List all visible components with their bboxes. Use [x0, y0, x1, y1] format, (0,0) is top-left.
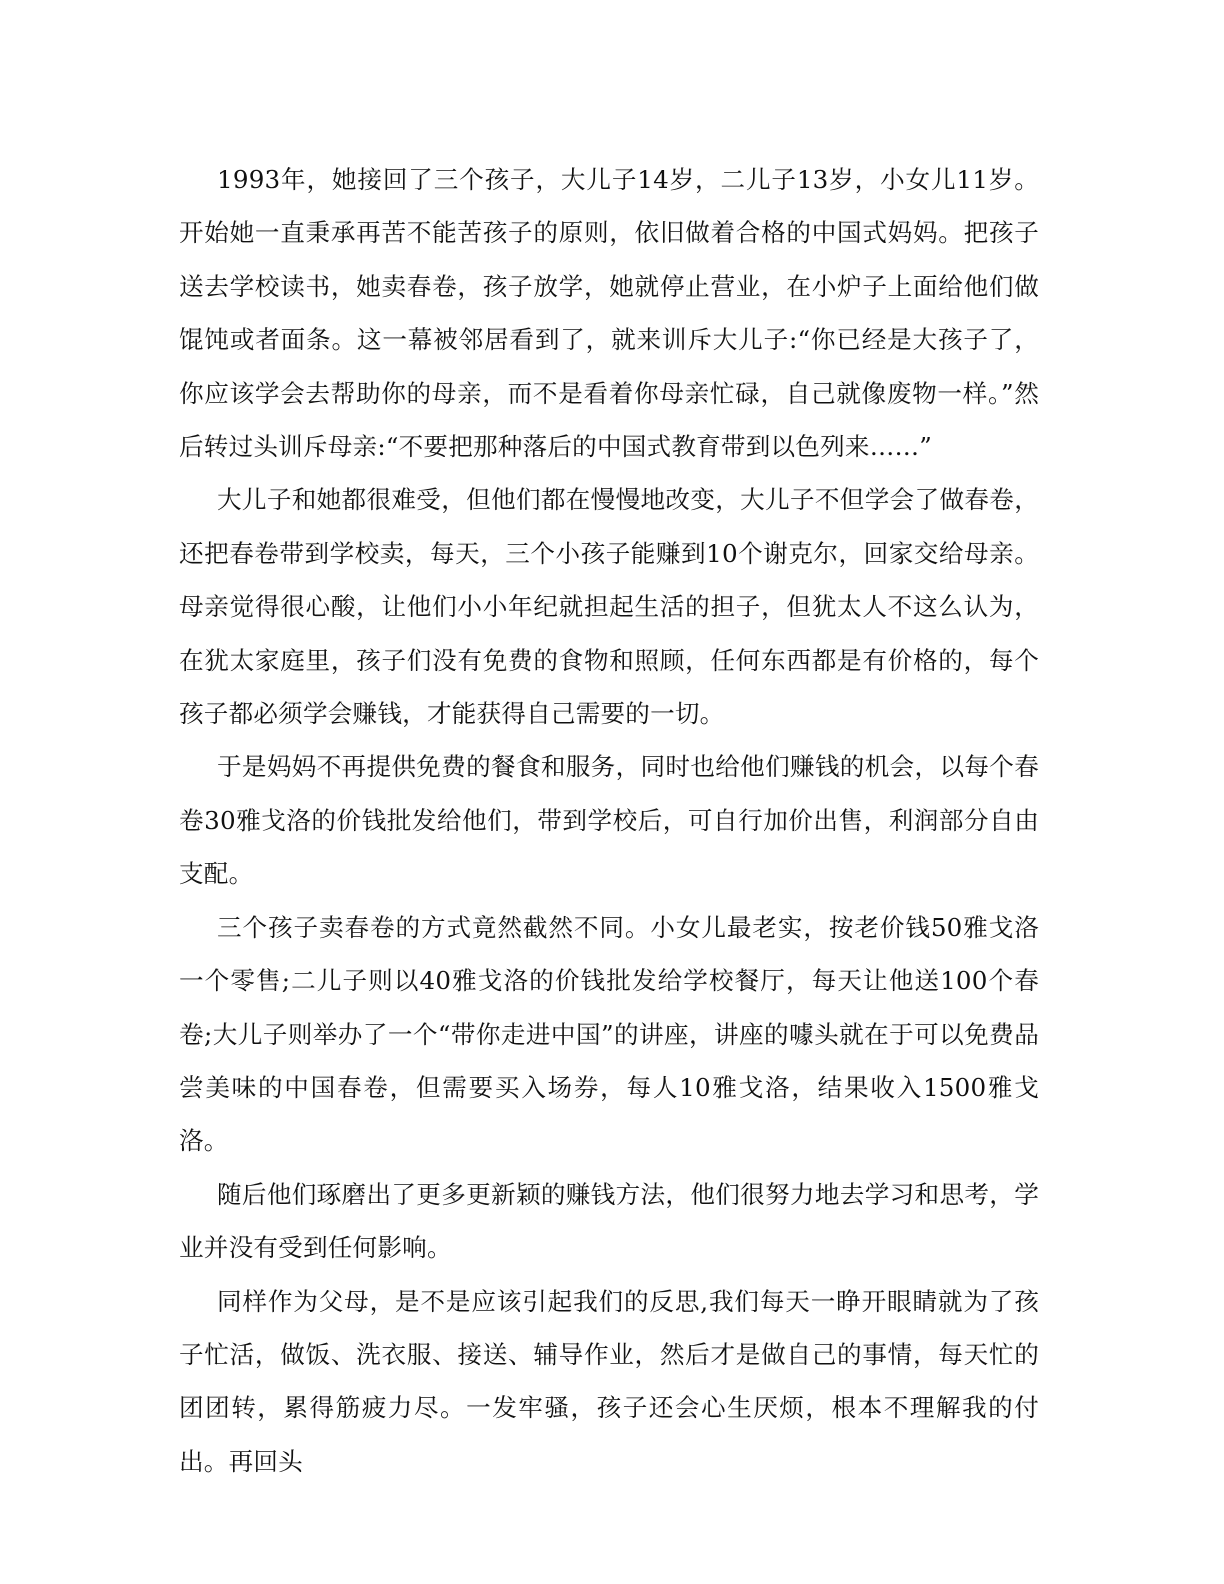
paragraph-1: 1993年，她接回了三个孩子，大儿子14岁，二儿子13岁，小女儿11岁。开始她一直秉承再苦不能苦孩子的原则，依旧做着合格的中国式妈妈。把孩子送去学校读书，她卖春卷，孩子放学，她就停止营业，在小炉子上面给他们做馄饨或者面条。这一幕被邻居看到了，就来训斥大儿子:“你已经是大孩子了，你应该学会去帮助你的母亲，而不是看着你母亲忙碌，自己就像废物一样。”然后转过头训斥母亲:“不要把那种落后的中国式教育带到以色列来……”: [179, 165, 1039, 462]
paragraph-3: 于是妈妈不再提供免费的餐食和服务，同时也给他们赚钱的机会，以每个春卷30雅戈洛的价钱批发给他们，带到学校后，可自行加价出售，利润部分自由支配。: [179, 752, 1039, 889]
paragraph-5: 随后他们琢磨出了更多更新颖的赚钱方法，他们很努力地去学习和思考，学业并没有受到任何影响。: [179, 1179, 1039, 1263]
paragraph-4: 三个孩子卖春卷的方式竟然截然不同。小女儿最老实，按老价钱50雅戈洛一个零售;二儿子则以40雅戈洛的价钱批发给学校餐厅，每天让他送100个春卷;大儿子则举办了一个“带你走进中国”的讲座，讲座的噱头就在于可以免费品尝美味的中国春卷，但需要买入场券，每人10雅戈洛，结果收入1500雅戈洛。: [179, 912, 1039, 1156]
paragraph-6: 同样作为父母，是不是应该引起我们的反思,我们每天一睁开眼睛就为了孩子忙活，做饭、洗衣服、接送、辅导作业，然后才是做自己的事情，每天忙的团团转，累得筋疲力尽。一发牢骚，孩子还会心生厌烦，根本不理解我的付出。再回头: [179, 1286, 1039, 1476]
paragraph-2: 大儿子和她都很难受，但他们都在慢慢地改变，大儿子不但学会了做春卷，还把春卷带到学校卖，每天，三个小孩子能赚到10个谢克尔，回家交给母亲。母亲觉得很心酸，让他们小小年纪就担起生活的担子，但犹太人不这么认为，在犹太家庭里，孩子们没有免费的食物和照顾，任何东西都是有价格的，每个孩子都必须学会赚钱，才能获得自己需要的一切。: [179, 485, 1039, 729]
body-text: [179, 153, 1039, 1488]
